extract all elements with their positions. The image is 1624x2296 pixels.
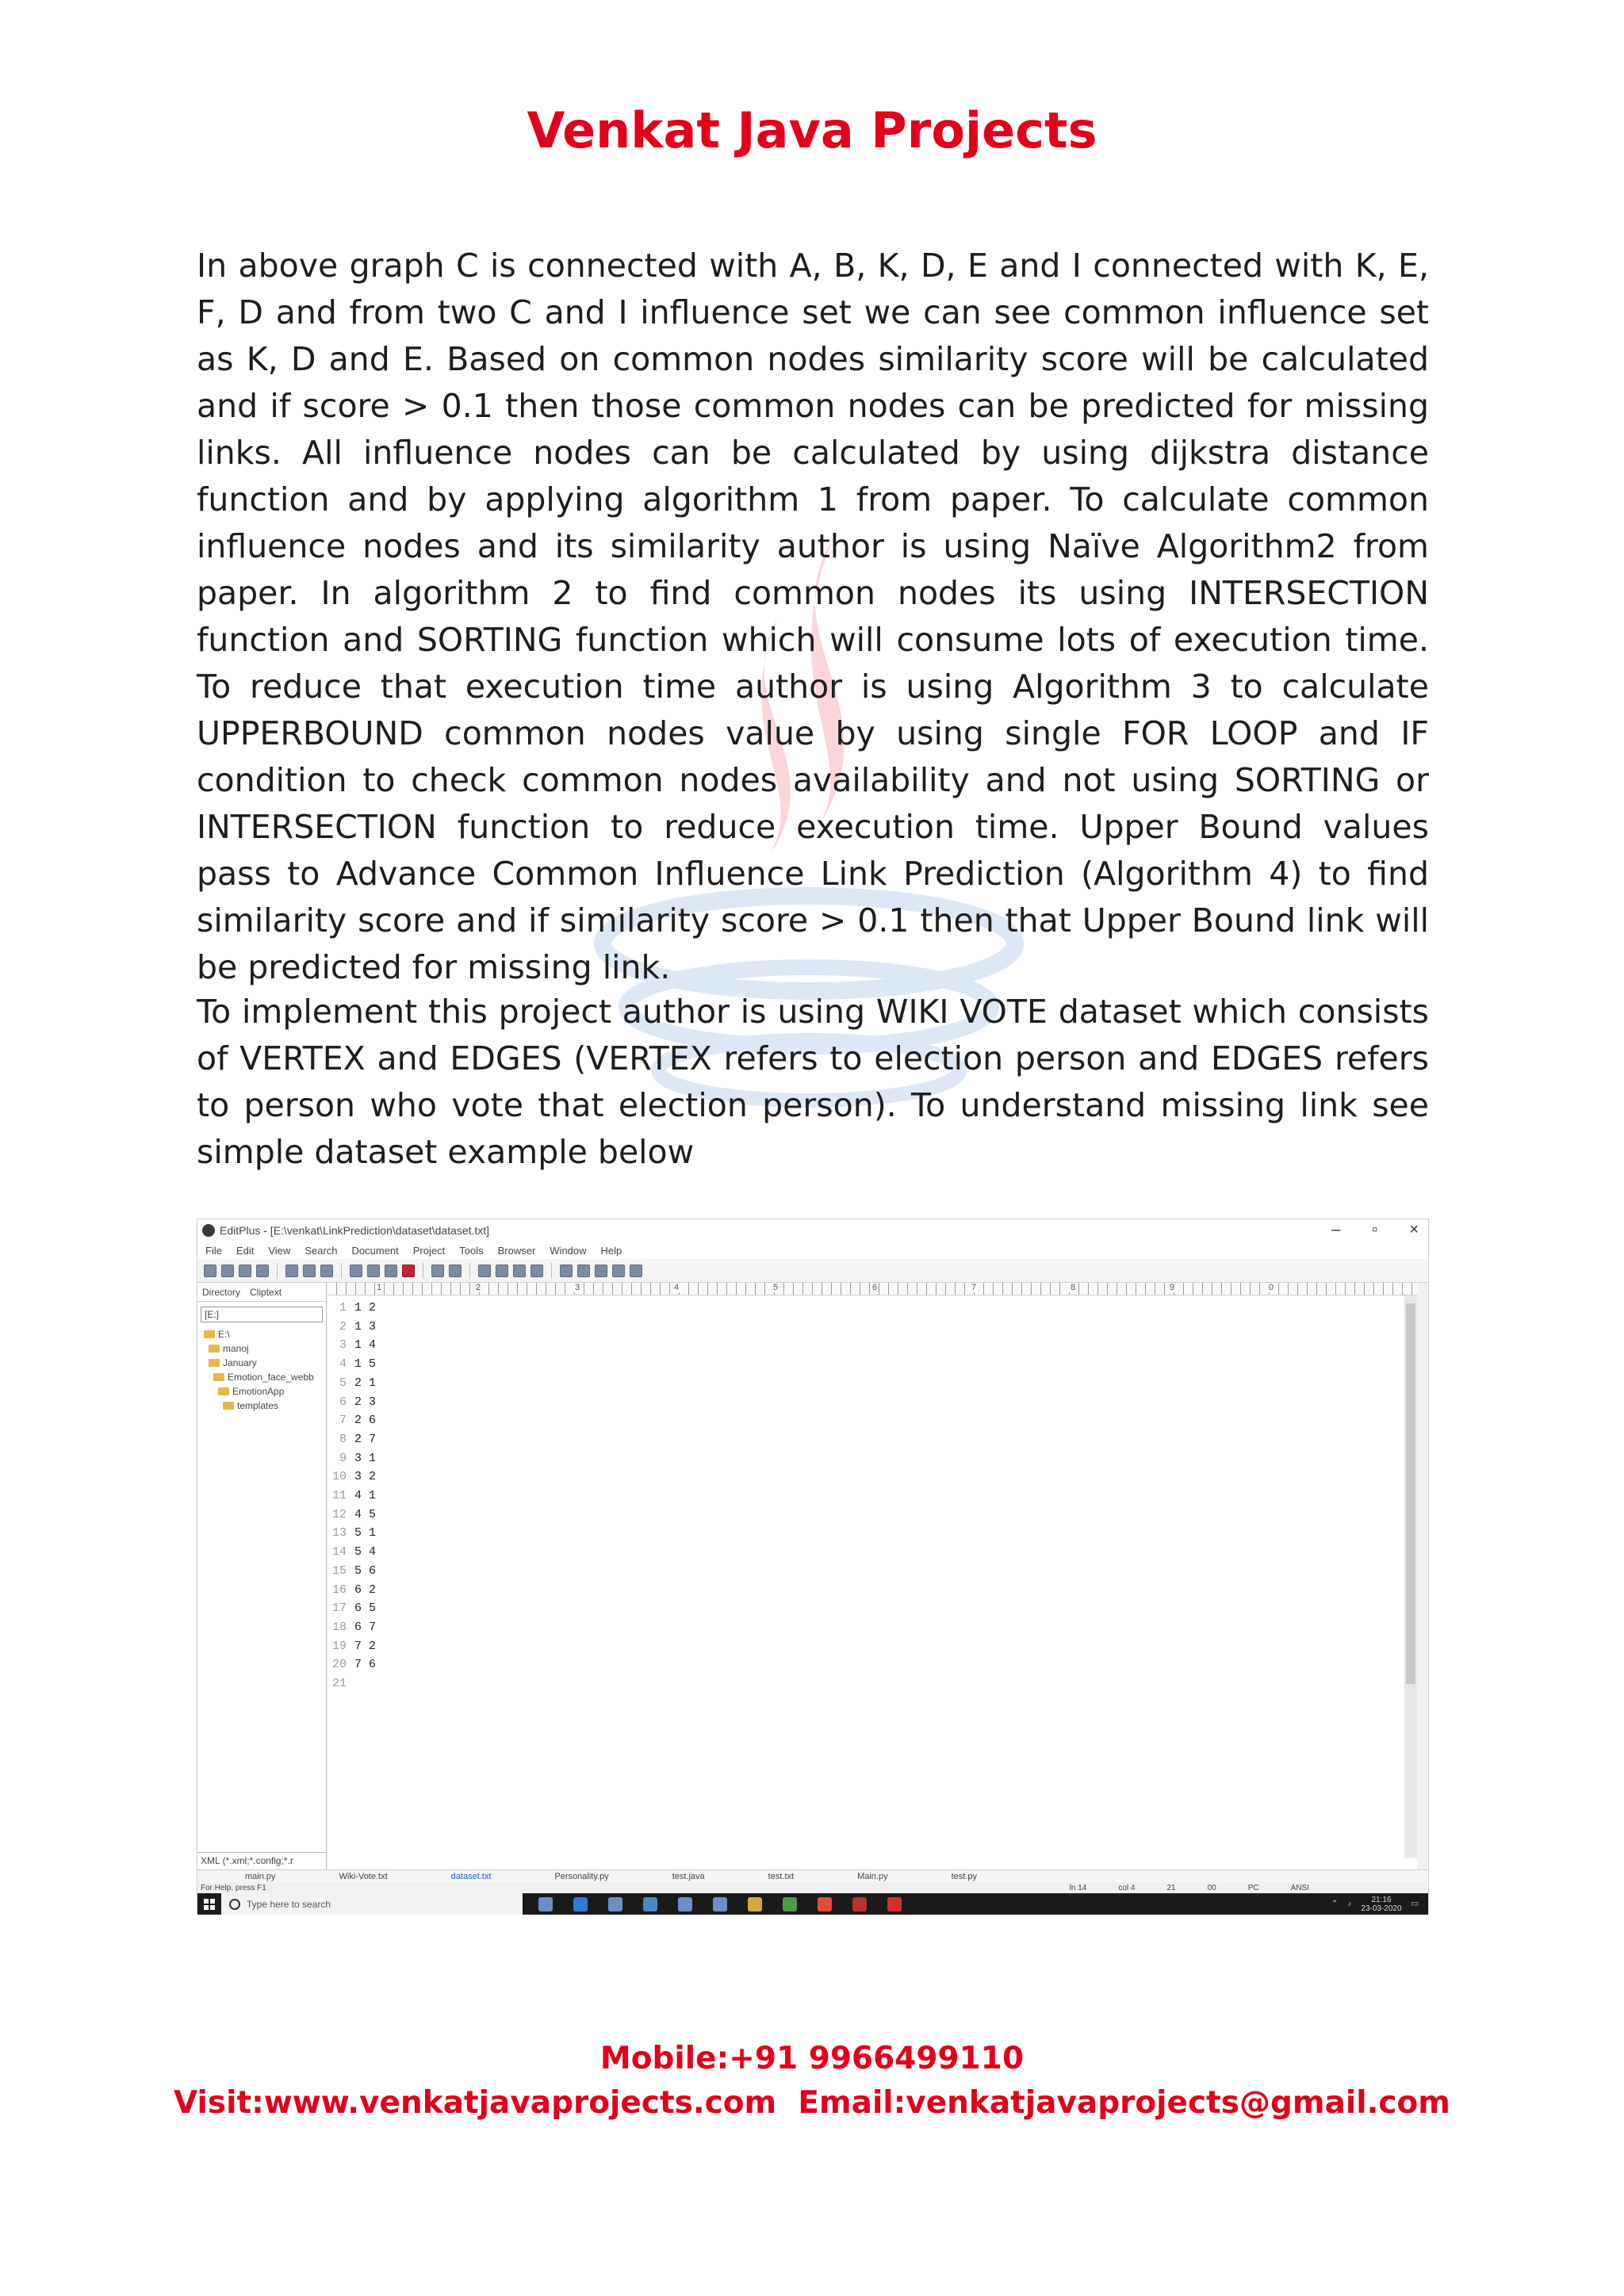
ruler-mark: 4	[674, 1283, 680, 1292]
line-text: 6 5	[354, 1601, 377, 1616]
line-number-icon[interactable]	[595, 1265, 607, 1277]
editor-line	[332, 1299, 376, 1318]
line-text: 6 7	[354, 1620, 377, 1634]
app-icon[interactable]	[783, 1897, 797, 1911]
folder-icon	[223, 1402, 234, 1410]
line-number: 16	[332, 1582, 347, 1597]
line-text: 6 2	[354, 1582, 377, 1597]
acrobat-icon[interactable]	[887, 1897, 902, 1911]
restore-icon[interactable]: ▫	[1372, 1221, 1378, 1238]
editplus-screenshot	[197, 1219, 1429, 1914]
ruler	[327, 1283, 1417, 1295]
file-tab[interactable]: Wiki-Vote.txt	[339, 1871, 388, 1881]
store-icon[interactable]	[608, 1897, 622, 1911]
chrome-icon[interactable]	[818, 1897, 832, 1911]
find-icon[interactable]	[478, 1265, 491, 1277]
line-number: 6	[339, 1395, 347, 1409]
ruler-mark: 9	[1170, 1283, 1175, 1292]
ruler-mark: 3	[575, 1283, 580, 1292]
line-number: 19	[332, 1639, 347, 1653]
editor-line	[332, 1562, 376, 1581]
tree-item[interactable]: EmotionApp	[204, 1384, 326, 1399]
line-text: 1 5	[354, 1357, 377, 1372]
delete-icon[interactable]	[402, 1265, 415, 1277]
volume-icon[interactable]: ♪	[1347, 1900, 1352, 1908]
file-tab[interactable]: Personality.py	[554, 1871, 609, 1881]
tree-item[interactable]: January	[204, 1356, 326, 1370]
editor-line	[332, 1655, 376, 1674]
system-tray	[1331, 1896, 1428, 1913]
page-title: Venkat Java Projects	[527, 101, 1097, 159]
new-file-icon[interactable]	[204, 1265, 216, 1277]
line-number: 20	[332, 1658, 347, 1672]
editor-line	[332, 1355, 376, 1374]
line-number: 1	[339, 1301, 347, 1314]
editor-line	[332, 1487, 376, 1506]
footer-mobile: Mobile:+91 9966499110	[599, 2041, 1025, 2076]
browser-icon[interactable]	[530, 1265, 543, 1277]
network-icon[interactable]: ⌃	[1331, 1900, 1339, 1908]
toolbar-divider	[277, 1263, 278, 1279]
ruler-mark: 2	[476, 1283, 481, 1292]
editplus-app-icon	[202, 1224, 215, 1237]
folder-tree	[197, 1327, 326, 1413]
word-icon[interactable]	[713, 1897, 727, 1911]
editor-line	[332, 1599, 376, 1618]
status-encoding: ANSI	[1290, 1883, 1309, 1892]
file-tab[interactable]: test.py	[951, 1871, 978, 1881]
status-num: 21	[1166, 1883, 1176, 1892]
ruler-mark: 5	[773, 1283, 779, 1292]
line-text: 2 1	[354, 1376, 377, 1390]
ruler-mark: 1	[377, 1283, 382, 1292]
line-text: 4 5	[354, 1507, 377, 1521]
line-number: 10	[332, 1470, 347, 1484]
app-icon[interactable]	[678, 1897, 692, 1911]
start-button[interactable]	[197, 1893, 221, 1915]
menu-item-help[interactable]: Help	[600, 1244, 622, 1257]
ruler-mark: 0	[1269, 1283, 1274, 1292]
taskbar-search[interactable]	[221, 1893, 523, 1915]
cortana-icon	[229, 1899, 240, 1910]
editor-line	[332, 1637, 376, 1656]
line-number: 17	[332, 1601, 347, 1616]
line-text: 4 1	[354, 1489, 377, 1503]
save-all-icon[interactable]	[256, 1265, 269, 1277]
line-number: 2	[339, 1319, 347, 1334]
directory-panel	[197, 1283, 327, 1869]
windows-taskbar	[197, 1893, 1428, 1915]
window-title: EditPlus - [E:\venkat\LinkPrediction\dataset\dataset.txt]	[220, 1224, 490, 1237]
status-help: For Help, press F1	[201, 1883, 266, 1892]
copy-icon[interactable]	[367, 1265, 380, 1277]
toolbar-divider	[551, 1263, 552, 1279]
line-number: 9	[339, 1451, 347, 1465]
line-number: 4	[339, 1357, 347, 1372]
folder-icon	[204, 1330, 215, 1338]
line-text: 2 6	[354, 1414, 377, 1428]
file-tabs	[197, 1869, 1428, 1882]
footer-visit: Visit:www.venkatjavaprojects.com Email:venkatjavaprojects@gmail.com	[174, 2085, 1450, 2121]
menu-bar	[197, 1242, 1428, 1259]
line-number: 14	[332, 1545, 347, 1559]
line-text: 5 6	[354, 1563, 377, 1578]
editor-line	[332, 1374, 376, 1393]
notification-icon[interactable]: ▭	[1411, 1900, 1419, 1908]
edge-icon[interactable]	[573, 1897, 588, 1911]
line-number: 11	[332, 1489, 347, 1503]
line-text: 1 2	[354, 1301, 377, 1314]
editor-line	[332, 1318, 376, 1337]
ruler-icon[interactable]	[577, 1265, 590, 1277]
ruler-mark: 6	[872, 1283, 878, 1292]
menu-item-document[interactable]: Document	[351, 1244, 399, 1257]
window-titlebar	[197, 1219, 1428, 1242]
directory-tabs	[197, 1283, 326, 1302]
editor-line	[332, 1506, 376, 1525]
status-pc: PC	[1247, 1883, 1259, 1892]
drive-select[interactable]: [E:]	[201, 1307, 323, 1322]
menu-item-search[interactable]: Search	[304, 1244, 338, 1257]
editor-line	[332, 1581, 376, 1600]
line-text: 7 2	[354, 1639, 377, 1653]
spellcheck-icon[interactable]	[320, 1265, 333, 1277]
menu-item-file[interactable]: File	[205, 1244, 222, 1257]
line-text: 2 7	[354, 1432, 377, 1446]
editor-line	[332, 1524, 376, 1543]
editor-line	[332, 1674, 376, 1693]
editor-lines	[332, 1299, 376, 1693]
replace-icon[interactable]	[496, 1265, 508, 1277]
word-wrap-icon[interactable]	[560, 1265, 573, 1277]
tree-item[interactable]: Emotion_face_webb	[204, 1370, 326, 1384]
editor-line	[332, 1468, 376, 1487]
body-paragraph-1: In above graph C is connected with A, B, K, D, E and I connected with K, E, F, D and from two C and I influence set we can see common influence set as K, D and E. Based on common nodes similarity score will be calculated and if score > 0.1 then those common nodes can be predicted for missing links. All influence nodes can be calculated by using dijkstra distance function and by applying algorithm 1 from paper. To calculate common influence nodes and its similarity author is using Naïve Algorithm2 from paper. In algorithm 2 to find common nodes its using INTERSECTION function and SORTING function which will consume lots of execution time. To reduce that execution time author is using Algorithm 3 to calculate UPPERBOUND common nodes value by using single FOR LOOP and IF condition to check common nodes availability and not using SORTING or INTERSECTION function to reduce execution time. Upper Bound values pass to Advance Common Influence Link Prediction (Algorithm 4) to find similarity score and if similarity score > 0.1 then that Upper Bound link will be predicted for missing link.	[197, 247, 1429, 986]
vertical-scrollbar[interactable]	[1404, 1295, 1417, 1858]
cut-icon[interactable]	[350, 1265, 362, 1277]
file-tab[interactable]: test.java	[672, 1871, 705, 1881]
editor-line	[332, 1393, 376, 1412]
tree-item[interactable]: E:\	[204, 1327, 326, 1341]
line-number: 8	[339, 1432, 347, 1446]
editor-line	[332, 1449, 376, 1468]
ruler-marks	[327, 1283, 1417, 1295]
explorer-icon[interactable]	[643, 1897, 657, 1911]
line-number: 18	[332, 1620, 347, 1634]
menu-item-project[interactable]: Project	[412, 1244, 446, 1257]
line-number: 12	[332, 1507, 347, 1521]
windows-logo-icon	[204, 1899, 215, 1910]
line-text: 3 2	[354, 1470, 377, 1484]
tab-directory[interactable]: Directory	[202, 1286, 241, 1298]
line-text: 1 3	[354, 1319, 377, 1334]
line-text: 1 4	[354, 1338, 377, 1353]
search-placeholder: Type here to search	[247, 1898, 331, 1910]
line-number: 21	[332, 1677, 347, 1691]
tab-cliptext[interactable]: Cliptext	[250, 1286, 282, 1298]
print-preview-icon[interactable]	[303, 1265, 316, 1277]
task-view-icon[interactable]	[538, 1897, 553, 1911]
line-number: 13	[332, 1526, 347, 1540]
goto-icon[interactable]	[513, 1265, 526, 1277]
line-text: 7 6	[354, 1658, 377, 1672]
line-number: 7	[339, 1414, 347, 1428]
toolbar	[197, 1259, 1428, 1283]
editor-line	[332, 1543, 376, 1562]
file-tab[interactable]: main.py	[245, 1871, 276, 1881]
help-icon[interactable]	[630, 1265, 642, 1277]
toolbar-divider	[469, 1263, 470, 1279]
folder-icon	[213, 1373, 224, 1381]
line-text: 5 1	[354, 1526, 377, 1540]
folder-icon	[218, 1387, 229, 1395]
save-icon[interactable]	[239, 1265, 251, 1277]
status-mode: 00	[1207, 1883, 1216, 1892]
status-col: col 4	[1118, 1883, 1136, 1892]
tree-item[interactable]: manoj	[204, 1341, 326, 1356]
editor-line	[332, 1411, 376, 1430]
folder-icon	[209, 1359, 220, 1367]
line-number: 15	[332, 1563, 347, 1578]
scrollbar-thumb[interactable]	[1406, 1303, 1415, 1684]
folder-icon	[209, 1345, 220, 1353]
menu-item-view[interactable]: View	[268, 1244, 291, 1257]
file-tab[interactable]: test.txt	[768, 1871, 795, 1881]
taskbar-apps	[523, 1897, 902, 1911]
menu-item-tools[interactable]: Tools	[459, 1244, 484, 1257]
file-filter-select[interactable]: XML (*.xml;*.config;*.r	[197, 1852, 326, 1869]
open-file-icon[interactable]	[221, 1265, 234, 1277]
print-icon[interactable]	[285, 1265, 298, 1277]
editor-line	[332, 1618, 376, 1637]
editor-pane[interactable]	[327, 1283, 1417, 1869]
menu-item-window[interactable]: Window	[550, 1244, 587, 1257]
app-icon[interactable]	[852, 1897, 867, 1911]
line-number: 5	[339, 1376, 347, 1390]
taskbar-clock[interactable]: 21:16 23-03-2020	[1361, 1895, 1402, 1913]
line-text: 2 3	[354, 1395, 377, 1409]
menu-item-browser[interactable]: Browser	[497, 1244, 536, 1257]
line-text: 3 1	[354, 1451, 377, 1465]
menu-item-edit[interactable]: Edit	[236, 1244, 255, 1257]
window-controls	[1331, 1221, 1419, 1239]
redo-icon[interactable]	[449, 1265, 462, 1277]
ruler-mark: 8	[1071, 1283, 1076, 1292]
undo-icon[interactable]	[431, 1265, 444, 1277]
status-line: ln 14	[1069, 1883, 1087, 1892]
file-tab[interactable]: Main.py	[857, 1871, 888, 1881]
line-text: 5 4	[354, 1545, 377, 1559]
ruler-mark: 7	[971, 1283, 977, 1292]
body-paragraph-2: To implement this project author is using WIKI VOTE dataset which consists of VERTEX and EDGES (VERTEX refers to election person and EDGES refers to person who vote that election person). To understand missing link see simple dataset example below	[197, 993, 1429, 1171]
toolbar-divider	[341, 1263, 342, 1279]
file-tab-active[interactable]: dataset.txt	[450, 1871, 492, 1881]
editor-line	[332, 1336, 376, 1355]
minimize-icon[interactable]: –	[1331, 1221, 1341, 1238]
close-icon[interactable]: ×	[1409, 1221, 1419, 1238]
tree-item[interactable]: templates	[204, 1399, 326, 1413]
screen-icon[interactable]	[612, 1265, 625, 1277]
paste-icon[interactable]	[385, 1265, 397, 1277]
editor-line	[332, 1430, 376, 1449]
status-bar	[197, 1882, 1428, 1893]
folder-app-icon[interactable]	[748, 1897, 762, 1911]
line-number: 3	[339, 1338, 347, 1353]
